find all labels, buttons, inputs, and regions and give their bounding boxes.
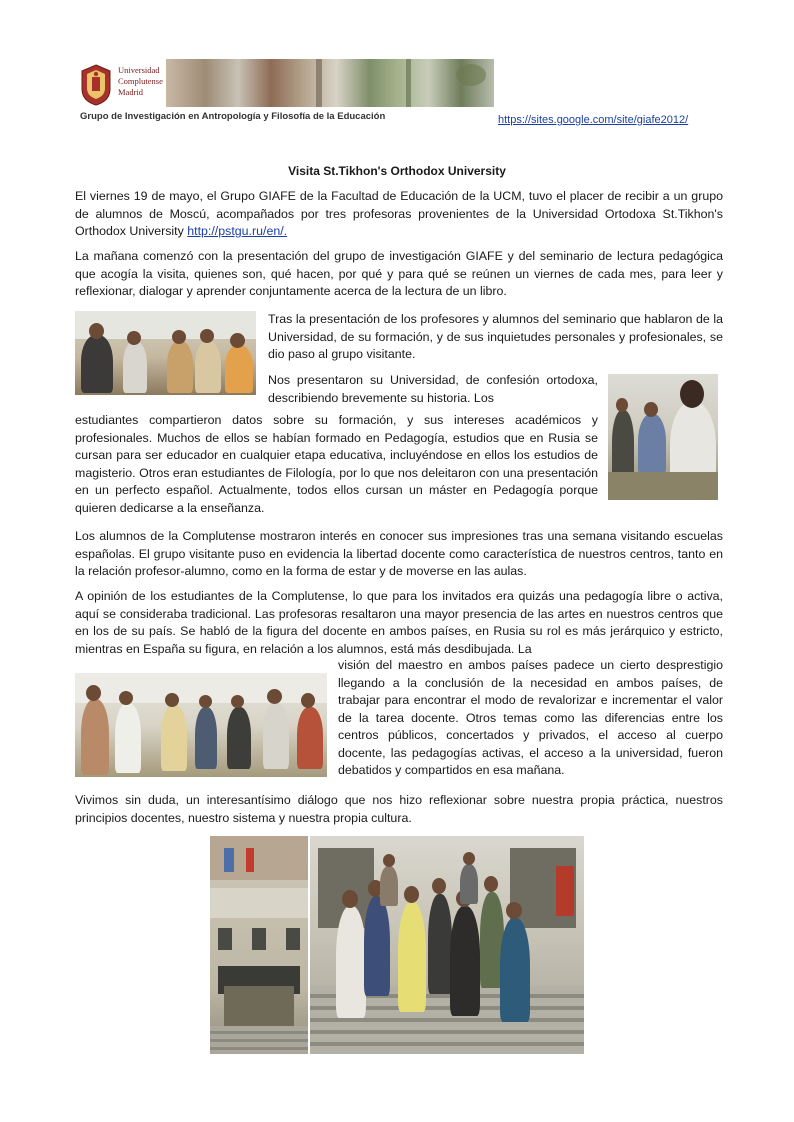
paragraph-opinion-b: visión del maestro en ambos países padece un cierto desprestigio llegando a la conclusión de la necesidad en ambos países, de trabajar para encontrar el modo de revalorizar e incrementar el valor de la tarea docente. Otros temas como las diferencias entre los centros públicos, concertados y privados, el acceso al cuerpo docente, las pedagogías activas, el acceso a la universidad, fueron debatidos y compartidos en esa mañana. <box>338 658 723 777</box>
paragraph-presentation: Tras la presentación de los profesores y alumnos del seminario que hablaron de la Universidad, de su formación, y de sus inquietudes personales y profesionales, se dio paso al grupo visitante. <box>268 312 723 361</box>
pstgu-link[interactable]: http://pstgu.ru/en/. <box>187 224 288 238</box>
paragraph-university-b: estudiantes compartieron datos sobre su formación, y sus intereses académicos y profesionales. Muchos de ellos se habían formado en Pedagogía, estudios que en Rusia se cursan para ser educador en cualquier etapa educativa, incluyéndose en ellos los estudios de magisterio. Otros eran estudiantes de Filología, por lo que nos deleitaron con una presentación en un perfecto español. Actualmente, todos ellos cursan un máster en Pedagogía porque quieren dedicarse a la enseñanza. <box>75 413 598 515</box>
paragraph-intro <box>75 188 723 241</box>
seminar-photo-1 <box>75 311 256 395</box>
header-banner <box>76 57 494 123</box>
research-group-name: Grupo de Investigación en Antropología y Filosofía de la Educación <box>80 111 386 122</box>
campus-photo-strip <box>166 59 494 107</box>
group-stairs-photo <box>310 836 584 1054</box>
paragraph-intro-text: El viernes 19 de mayo, el Grupo GIAFE de la Facultad de Educación de la UCM, tuvo el placer de recibir a un grupo de alumnos de Moscú, acompañados por tres profesoras provenientes de la Universidad Ortodoxa St.Tikhon's Orthodox University <box>75 189 723 238</box>
paragraph-morning: La mañana comenzó con la presentación del grupo de investigación GIAFE y del seminario de lectura pedagógica que acogía la visita, quienes son, qué hacen, por qué y para qué se reúnen un viernes de cada mes, para leer y reflexionar, dialogar y aprender conjuntamente acerca de la lectura de un libro. <box>75 249 723 298</box>
university-seal-icon <box>79 63 113 107</box>
university-name-line-1: Universidad <box>118 65 160 75</box>
seminar-photo-2 <box>608 374 718 500</box>
seminar-photo-3 <box>75 673 327 777</box>
page-title: Visita St.Tikhon's Orthodox University <box>288 164 506 178</box>
group-site-link[interactable]: https://sites.google.com/site/giafe2012/ <box>498 114 689 126</box>
paragraph-opinion-a: A opinión de los estudiantes de la Complutense, lo que para los invitados era quizás una pedagogía libre o activa, aquí se consideraba tradicional. Las profesoras resaltaron una mayor presencia de las artes en nuestros centros que en los de su país. Se habló de la figura del docente en ambos países, en Rusia su rol es más jerárquico y estricto, mientras en España su figura, en relación a los alumnos, está más desdibujada. La <box>75 589 723 656</box>
faculty-building-photo <box>210 836 308 1054</box>
university-name-line-2: Complutense <box>118 76 163 86</box>
paragraph-complutense-students: Los alumnos de la Complutense mostraron interés en conocer sus impresiones tras una semana visitando escuelas españolas. El grupo visitante puso en evidencia la libertad docente como característica de nuestros centros, tanto en la relación profesor-alumno, como en la forma de estar y de moverse en las aulas. <box>75 529 723 578</box>
university-name-line-3: Madrid <box>118 87 144 97</box>
paragraph-conclusion: Vivimos sin duda, un interesantísimo diálogo que nos hizo reflexionar sobre nuestra propia práctica, nuestros principios docentes, nuestro sistema y nuestra propia cultura. <box>75 793 723 825</box>
paragraph-university-a: Nos presentaron su Universidad, de confesión ortodoxa, describiendo brevemente su historia. Los <box>268 373 598 405</box>
